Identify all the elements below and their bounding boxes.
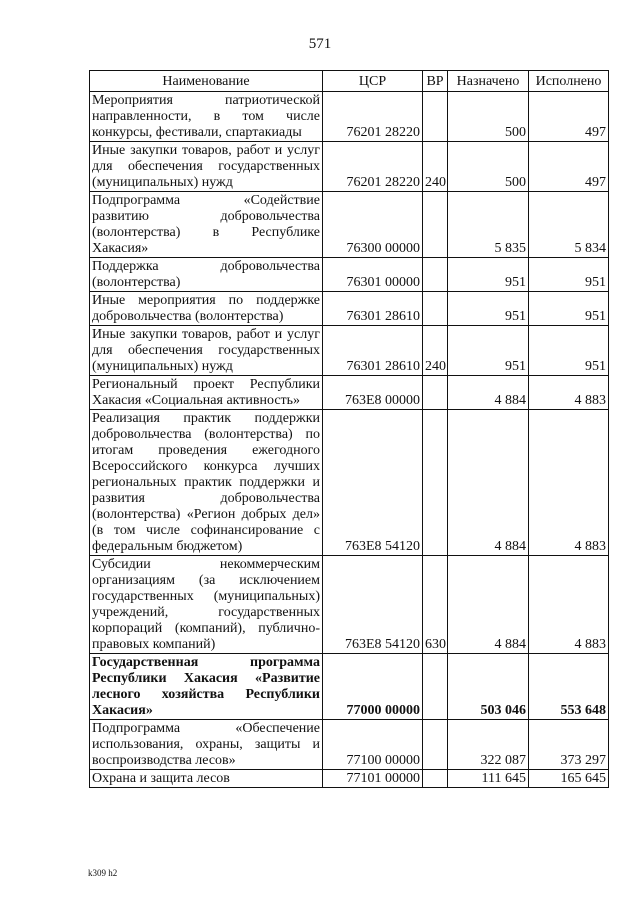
- cell-csr: 76201 28220: [323, 92, 423, 142]
- cell-vr: [423, 770, 448, 788]
- cell-csr: 763E8 00000: [323, 376, 423, 410]
- cell-vr: [423, 410, 448, 556]
- cell-csr: 77101 00000: [323, 770, 423, 788]
- cell-assigned: 951: [448, 326, 529, 376]
- cell-name: Региональный проект Республики Хакасия «Социальная активность»: [90, 376, 323, 410]
- cell-name: Государственная программа Республики Хакасия «Развитие лесного хозяйства Республики Хакасия»: [90, 654, 323, 720]
- table-row: [90, 410, 609, 556]
- budget-table: [89, 70, 609, 788]
- cell-name: Реализация практик поддержки добровольчества (волонтерства) по итогам проведения ежегодного Всероссийского конкурса лучших региональных практик поддержки и развития добровольчества (волонтерства) «Регион добрых дел» (в том числе софинансирование с федеральным бюджетом): [90, 410, 323, 556]
- cell-executed: 951: [529, 326, 609, 376]
- table-row: [90, 654, 609, 720]
- cell-executed: 497: [529, 142, 609, 192]
- cell-name: Подпрограмма «Содействие развитию добровольчества (волонтерства) в Республике Хакасия»: [90, 192, 323, 258]
- table-header-row: [90, 71, 609, 92]
- cell-csr: 76301 28610: [323, 292, 423, 326]
- cell-assigned: 503 046: [448, 654, 529, 720]
- cell-name: Субсидии некоммерческим организациям (за исключением государственных (муниципальных) учреждений, государственных корпораций (компаний), публично-правовых компаний): [90, 556, 323, 654]
- cell-assigned: 500: [448, 92, 529, 142]
- header-csr: ЦСР: [323, 71, 423, 92]
- cell-csr: 77000 00000: [323, 654, 423, 720]
- table-row: [90, 556, 609, 654]
- cell-executed: 553 648: [529, 654, 609, 720]
- cell-name: Поддержка добровольчества (волонтерства): [90, 258, 323, 292]
- table-row: [90, 770, 609, 788]
- cell-csr: 763E8 54120: [323, 556, 423, 654]
- cell-executed: 4 883: [529, 410, 609, 556]
- cell-vr: 630: [423, 556, 448, 654]
- table-row: [90, 376, 609, 410]
- cell-executed: 165 645: [529, 770, 609, 788]
- cell-name: Мероприятия патриотической направленности, в том числе конкурсы, фестивали, спартакиады: [90, 92, 323, 142]
- cell-executed: 951: [529, 258, 609, 292]
- page-number: 571: [308, 36, 332, 52]
- table-row: [90, 258, 609, 292]
- cell-executed: 4 883: [529, 556, 609, 654]
- cell-executed: 4 883: [529, 376, 609, 410]
- table-row: [90, 326, 609, 376]
- header-name: Наименование: [90, 71, 323, 92]
- cell-csr: 76301 28610: [323, 326, 423, 376]
- cell-vr: [423, 92, 448, 142]
- cell-vr: [423, 258, 448, 292]
- cell-csr: 76301 00000: [323, 258, 423, 292]
- cell-name: Иные мероприятия по поддержке добровольчества (волонтерства): [90, 292, 323, 326]
- cell-vr: 240: [423, 326, 448, 376]
- table-row: [90, 92, 609, 142]
- header-executed: Исполнено: [529, 71, 609, 92]
- cell-csr: 77100 00000: [323, 720, 423, 770]
- cell-executed: 497: [529, 92, 609, 142]
- table-row: [90, 292, 609, 326]
- cell-vr: [423, 720, 448, 770]
- header-assigned: Назначено: [448, 71, 529, 92]
- cell-csr: 76300 00000: [323, 192, 423, 258]
- cell-vr: 240: [423, 142, 448, 192]
- cell-assigned: 951: [448, 258, 529, 292]
- cell-csr: 76201 28220: [323, 142, 423, 192]
- cell-name: Иные закупки товаров, работ и услуг для обеспечения государственных (муниципальных) нужд: [90, 326, 323, 376]
- cell-assigned: 4 884: [448, 376, 529, 410]
- table-row: [90, 192, 609, 258]
- cell-assigned: 951: [448, 292, 529, 326]
- footer-code: k309 h2: [88, 868, 118, 878]
- cell-vr: [423, 376, 448, 410]
- cell-executed: 373 297: [529, 720, 609, 770]
- table-body: [90, 92, 609, 788]
- cell-name: Подпрограмма «Обеспечение использования, охраны, защиты и воспроизводства лесов»: [90, 720, 323, 770]
- cell-name: Охрана и защита лесов: [90, 770, 323, 788]
- cell-vr: [423, 654, 448, 720]
- table-row: [90, 720, 609, 770]
- cell-vr: [423, 292, 448, 326]
- cell-assigned: 4 884: [448, 410, 529, 556]
- cell-assigned: 322 087: [448, 720, 529, 770]
- cell-assigned: 500: [448, 142, 529, 192]
- cell-assigned: 4 884: [448, 556, 529, 654]
- cell-executed: 5 834: [529, 192, 609, 258]
- cell-csr: 763E8 54120: [323, 410, 423, 556]
- header-vr: ВР: [423, 71, 448, 92]
- cell-assigned: 5 835: [448, 192, 529, 258]
- cell-assigned: 111 645: [448, 770, 529, 788]
- cell-executed: 951: [529, 292, 609, 326]
- table-row: [90, 142, 609, 192]
- cell-name: Иные закупки товаров, работ и услуг для обеспечения государственных (муниципальных) нужд: [90, 142, 323, 192]
- cell-vr: [423, 192, 448, 258]
